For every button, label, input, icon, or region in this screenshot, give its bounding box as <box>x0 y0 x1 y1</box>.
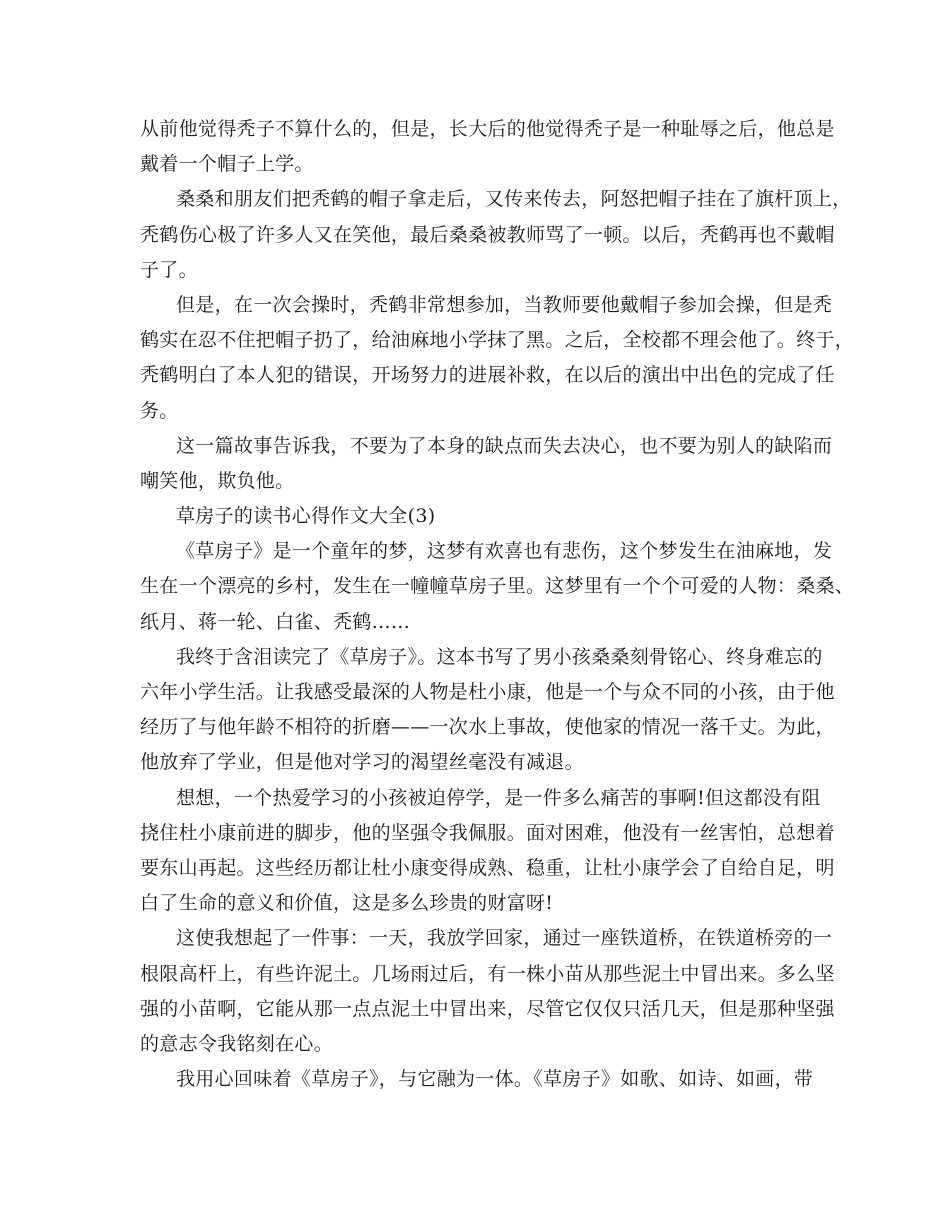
text-line: 生在一个漂亮的乡村，发生在一幢幢草房子里。这梦里有一个个可爱的人物：桑桑、 <box>140 575 855 598</box>
paragraph-start-line: 这使我想起了一件事：一天，我放学回家，通过一座铁道桥，在铁道桥旁的一 <box>176 927 833 950</box>
paragraph-start-line: 我终于含泪读完了《草房子》。这本书写了男小孩桑桑刻骨铭心、终身难忘的 <box>176 645 823 668</box>
text-line: 挠住杜小康前进的脚步，他的坚强令我佩服。面对困难，他没有一丝害怕，总想着 <box>140 821 835 844</box>
text-line: 纸月、蒋一轮、白雀、秃鹤…… <box>140 610 411 633</box>
paragraph-start-line: 《草房子》是一个童年的梦，这梦有欢喜也有悲伤，这个梦发生在油麻地，发 <box>176 540 833 563</box>
text-line: 经历了与他年龄不相符的折磨——一次水上事故，使他家的情况一落千丈。为此， <box>140 716 835 739</box>
text-line: 白了生命的意义和价值，这是多么珍贵的财富呀! <box>140 892 554 915</box>
text-line: 的意志令我铭刻在心。 <box>140 1032 334 1055</box>
text-line: 根限高杆上，有些许泥土。几场雨过后，有一株小苗从那些泥土中冒出来。多么坚 <box>140 962 835 985</box>
body-text <box>140 112 855 1097</box>
text-line: 秃鹤明白了本人犯的错误，开场努力的进展补救，在以后的演出中出色的完成了任 <box>140 364 835 387</box>
text-line: 子了。 <box>140 258 198 281</box>
text-line: 要东山再起。这些经历都让杜小康变得成熟、稳重，让杜小康学会了自给自足，明 <box>140 856 835 879</box>
text-line: 强的小苗啊，它能从那一点点泥土中冒出来，尽管它仅仅只活几天，但是那种坚强 <box>140 997 835 1020</box>
section-heading: 草房子的读书心得作文大全(3) <box>176 505 436 528</box>
text-line: 鹤实在忍不住把帽子扔了，给油麻地小学抹了黑。之后，全校都不理会他了。终于， <box>140 329 855 352</box>
paragraph-start-line: 想想，一个热爱学习的小孩被迫停学，是一件多么痛苦的事啊!但这都没有阻 <box>176 786 821 809</box>
paragraph-start-line: 这一篇故事告诉我，不要为了本身的缺点而失去决心，也不要为别人的缺陷而 <box>176 434 833 457</box>
text-line: 务。 <box>140 399 179 422</box>
text-line: 他放弃了学业，但是他对学习的渴望丝毫没有减退。 <box>140 751 584 774</box>
paragraph-start-line: 我用心回味着《草房子》，与它融为一体。《草房子》如歌、如诗、如画，带 <box>176 1068 814 1091</box>
paragraph-start-line: 桑桑和朋友们把秃鹤的帽子拿走后，又传来传去，阿怒把帽子挂在了旗杆顶上， <box>176 188 852 211</box>
text-line: 嘲笑他，欺负他。 <box>140 469 295 492</box>
text-line: 戴着一个帽子上学。 <box>140 153 314 176</box>
paragraph-start-line: 但是，在一次会操时，秃鹤非常想参加，当教师要他戴帽子参加会操，但是秃 <box>176 293 833 316</box>
text-line: 秃鹤伤心极了许多人又在笑他，最后桑桑被教师骂了一顿。以后，秃鹤再也不戴帽 <box>140 223 835 246</box>
text-line: 六年小学生活。让我感受最深的人物是杜小康，他是一个与众不同的小孩，由于他 <box>140 681 835 703</box>
text-line: 从前他觉得秃子不算什么的，但是，长大后的他觉得秃子是一种耻辱之后，他总是 <box>140 118 835 140</box>
